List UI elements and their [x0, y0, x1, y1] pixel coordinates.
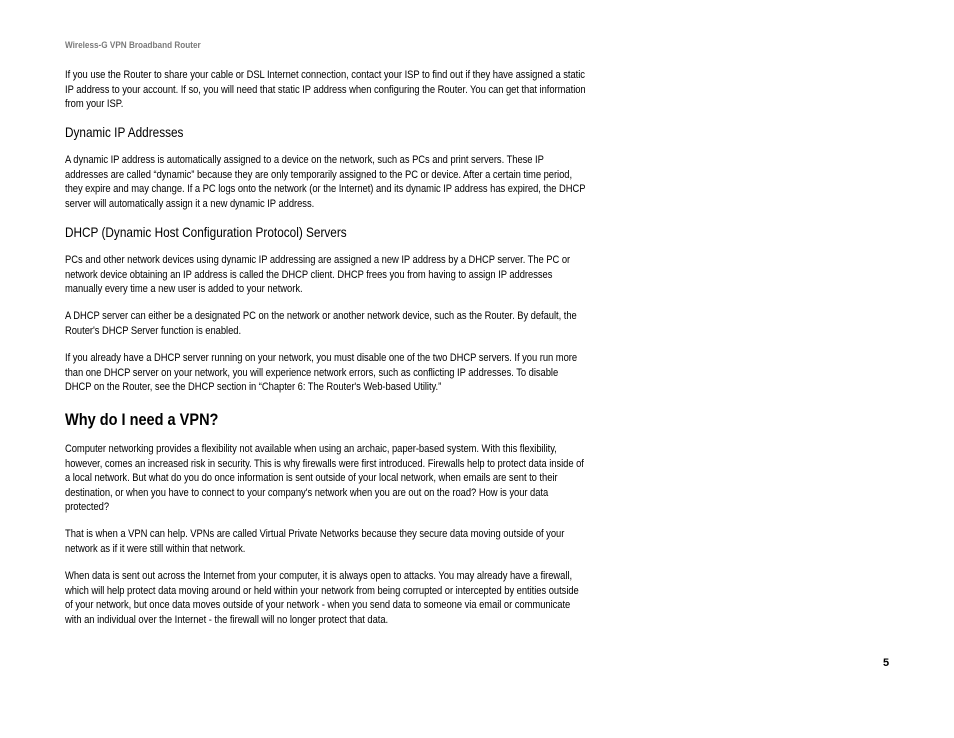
body-content [65, 68, 587, 640]
vpn-paragraph-2: That is when a VPN can help. VPNs are called Virtual Private Networks because they secure data moving outside of your network as if it were still within that network. [65, 528, 565, 555]
vpn-paragraph-1: Computer networking provides a flexibility not available when using an archaic, paper-based system. With this flexibility, however, comes an increased risk in security. This is why firewalls were first introduced. Firewalls help to protect data inside of a local network. But what do you do once information is sent outside of your local network, when emails are sent to their destination, or when you have to connect to your company's network when you are out on the road? How is your data protected? [65, 442, 584, 514]
dynamic-ip-heading: Dynamic IP Addresses [65, 125, 184, 141]
page-number: 5 [883, 657, 890, 669]
vpn-paragraph-3: When data is sent out across the Internet from your computer, it is always open to attacks. You may already have a firewall, which will help protect data moving around or held within your network from being corrupted or intercepted by entities outside of your network, but once data moves outside of your network - when you send data to someone via email or communicate with an individual over the Internet - the firewall will no longer protect that data. [65, 570, 579, 626]
running-header: Wireless-G VPN Broadband Router [65, 40, 201, 51]
dhcp-paragraph-3: If you already have a DHCP server running on your network, you must disable one of the two DHCP servers. If you run more than one DHCP server on your network, you will experience network errors, such as conflicting IP addresses. To disable DHCP on the Router, see the DHCP section in “Chapter 6: The Router's Web-based Utility.” [65, 352, 578, 394]
dynamic-ip-paragraph: A dynamic IP address is automatically assigned to a device on the network, such as PCs and print servers. These IP addresses are called “dynamic” because they are only temporarily assigned to the PC or device. After a certain time period, they expire and may change. If a PC logs onto the network (or the Internet) and its dynamic IP address has expired, the DHCP server will automatically assign it a new dynamic IP address. [65, 154, 586, 211]
dhcp-paragraph-2: A DHCP server can either be a designated PC on the network or another network device, such as the Router. By default, the Router's DHCP Server function is enabled. [65, 310, 577, 338]
dhcp-paragraph-1: PCs and other network devices using dynamic IP addressing are assigned a new IP address by a DHCP server. The PC or network device obtaining an IP address is called the DHCP client. DHCP frees you from having to assign IP addresses manually every time a new user is added to your network. [65, 254, 571, 296]
vpn-section-heading: Why do I need a VPN? [65, 409, 219, 429]
intro-paragraph: If you use the Router to share your cable or DSL Internet connection, contact your ISP to find out if they have assigned a static IP address to your account. If so, you will need that static IP address when configuring the Router. You can get that information from your ISP. [65, 69, 586, 111]
dhcp-heading: DHCP (Dynamic Host Configuration Protocol) Servers [65, 225, 347, 241]
